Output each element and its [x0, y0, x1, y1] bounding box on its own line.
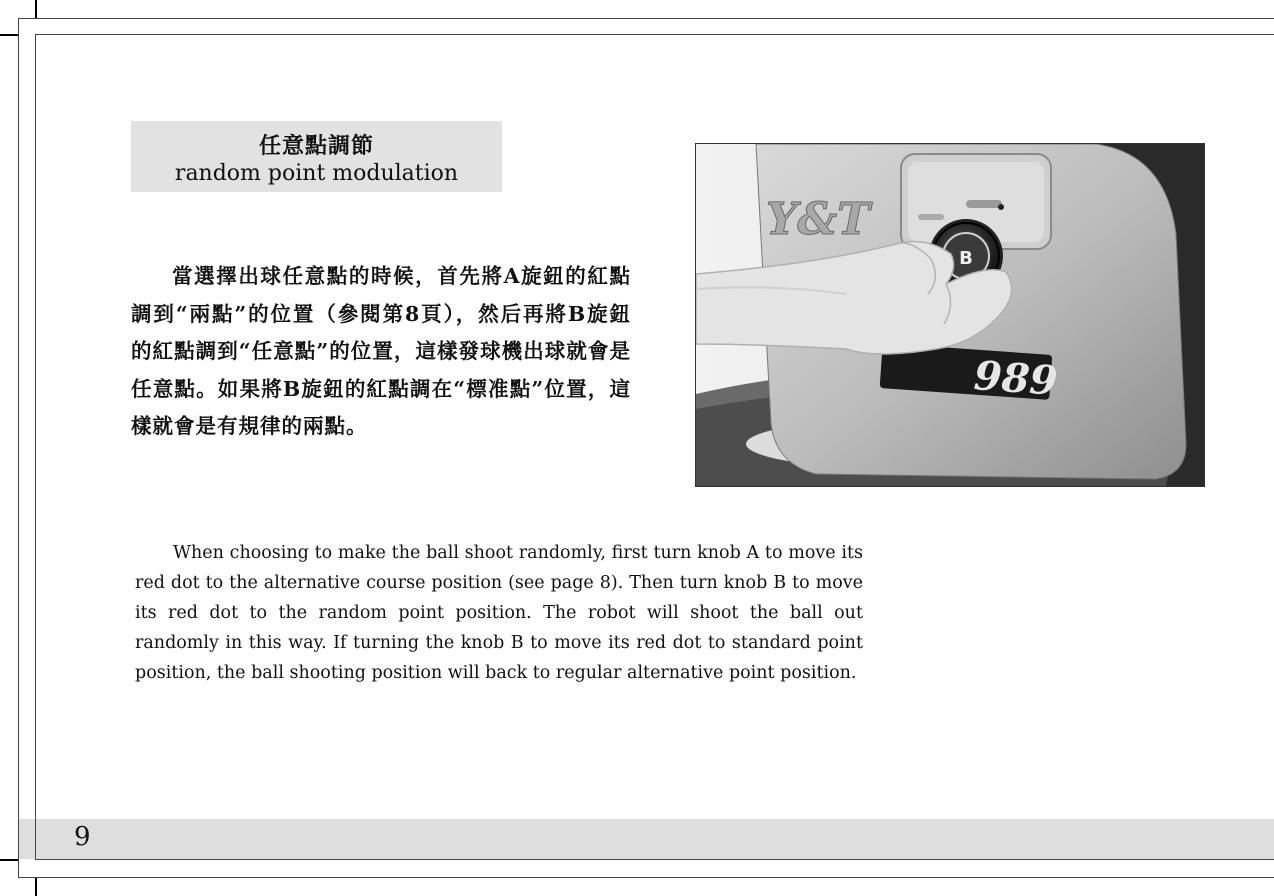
- section-title-chinese: 任意點調節: [258, 133, 374, 159]
- body-text-chinese: 當選擇出球任意點的時候，首先將A旋鈕的紅點調到“兩點”的位置（參閱第8頁），然后再將B旋鈕的紅點調到“任意點”的位置，這樣發球機出球就會是任意點。如果將B旋鈕的紅點調在“標准點”位置，這樣就會是有規律的兩點。: [131, 264, 631, 438]
- product-photo: [695, 143, 1205, 487]
- brand-logo: Y&T: [766, 194, 870, 245]
- crop-mark-top-vertical: [35, 0, 37, 18]
- page-number: 9: [74, 822, 91, 852]
- section-title-box: [131, 121, 502, 192]
- crop-mark-left-lower: [0, 859, 18, 861]
- crop-mark-left-upper: [0, 34, 18, 36]
- crop-mark-bottom-vertical: [35, 878, 37, 896]
- photo-illustration: [696, 144, 1204, 486]
- section-title-english: random point modulation: [174, 161, 459, 186]
- body-text-english: When choosing to make the ball shoot randomly, first turn knob A to move its red dot to the alternative course position (see page 8). Then turn knob B to move its red dot to the random point position. The robot will shoot the ball out randomly in this way. If turning the knob B to move its red dot to standard point position, the ball shooting position will back to regular alternative point position.: [135, 543, 863, 683]
- knob-b-label: B: [959, 248, 973, 269]
- model-number: 989: [972, 352, 1059, 405]
